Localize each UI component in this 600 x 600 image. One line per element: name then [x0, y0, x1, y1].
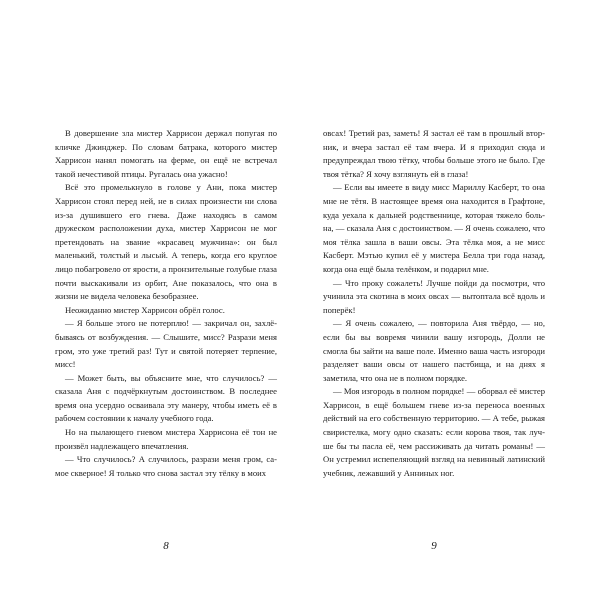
right-page — [323, 127, 545, 480]
right-paragraph-continuation: овсах! Третий раз, заметь! Я застал её там в прошлый вторник, и вчера застал её там вчера. И я приходил сюда и предупреждал твою тётку, чтобы больше этого не было. Где твоя тётка? Я хочу взглянуть ей в глаза! — [323, 128, 545, 179]
left-page — [55, 127, 277, 480]
right-page-number: 9 — [431, 540, 437, 552]
left-paragraph-4: — Я больше этого не потерплю! — закричал он, захлёбываясь от возбуждения. — Слышите, мисс? Разрази меня гром, это уже третий раз! Тут и святой потеряет терпение, мисс! — [55, 318, 277, 370]
left-paragraph-3: Неожиданно мистер Харрисон обрёл голос. — [65, 304, 225, 315]
left-page-number: 8 — [163, 540, 169, 552]
left-paragraph-7: — Что случилось? А случилось, разрази меня гром, самое скверное! Я только что снова застал эту тёлку в моих — [55, 454, 277, 478]
right-paragraph-4: — Моя изгородь в полном порядке! — оборвал её мистер Харрисон, в ещё большем гневе из-за переноса военных действий на его собственную территорию. — А тебе, рыжая свиристелка, могу одно сказать: если корова твоя, так лучше бы ты пасла её, чем рассиживать да читать романы! — Он устремил испепеляющий взгляд на невинный латинский учебник, лежавший у Анниных ног. — [323, 386, 545, 478]
left-paragraph-2: Всё это промелькнуло в голове у Ани, пока мистер Харрисон стоял перед ней, не в силах произнести ни слова из-за душившего его гнева. Даже находясь в самом дружеском расположении духа, мистер Харрисон не мог претендовать на звание «красавец мужчина»: он был маленький, толстый и лысый. А теперь, когда его круглое лицо побагровело от ярости, а пронзительные голубые глаза почти выскакивали из орбит, Ане показалось, что она в жизни не видела человека безобразнее. — [55, 182, 277, 302]
right-paragraph-2: — Что проку сожалеть! Лучше пойди да посмотри, что учинила эта скотина в моих овсах — вытоптала всё вдоль и поперёк! — [323, 277, 545, 315]
left-paragraph-1: В довершение зла мистер Харрисон держал попугая по кличке Джинджер. По словам батрака, которого мистер Харрисон нанял помогать на ферме, он ещё не встречал такой нечестивой птицы. Ругалась она ужасно! — [55, 128, 277, 179]
right-paragraph-3: — Я очень сожалею, — повторила Аня твёрдо, — но, если бы вы вовремя чинили вашу изгородь, Долли не смогла бы зайти на ваше поле. Именно ваша часть изгороди разделяет ваши овсы от нашего пастбища, и на днях я заметила, что она не в полном порядке. — [323, 318, 545, 383]
left-paragraph-6: Но на пылающего гневом мистера Харрисона её тон не произвёл надлежащего впечатления. — [55, 427, 277, 451]
left-paragraph-5: — Может быть, вы объясните мне, что случилось? — сказала Аня с подчёркнутым достоинством. В последнее время она усердно осваивала эту манеру, чтобы иметь её в рабочем состоянии к началу учебного года. — [55, 372, 277, 424]
right-paragraph-1: — Если вы имеете в виду мисс Мариллу Касберт, то она мне не тётя. В настоящее время она находится в Графтоне, куда уехала к дальней родственнице, которая тяжело больна, — сказала Аня с достоинством. — Я очень сожалею, что моя тёлка зашла в ваши овсы. Эта тёлка моя, а не мисс Касберт. Мэтью купил её у мистера Белла три года назад, когда она ещё была телёнком, и подарил мне. — [323, 182, 545, 274]
